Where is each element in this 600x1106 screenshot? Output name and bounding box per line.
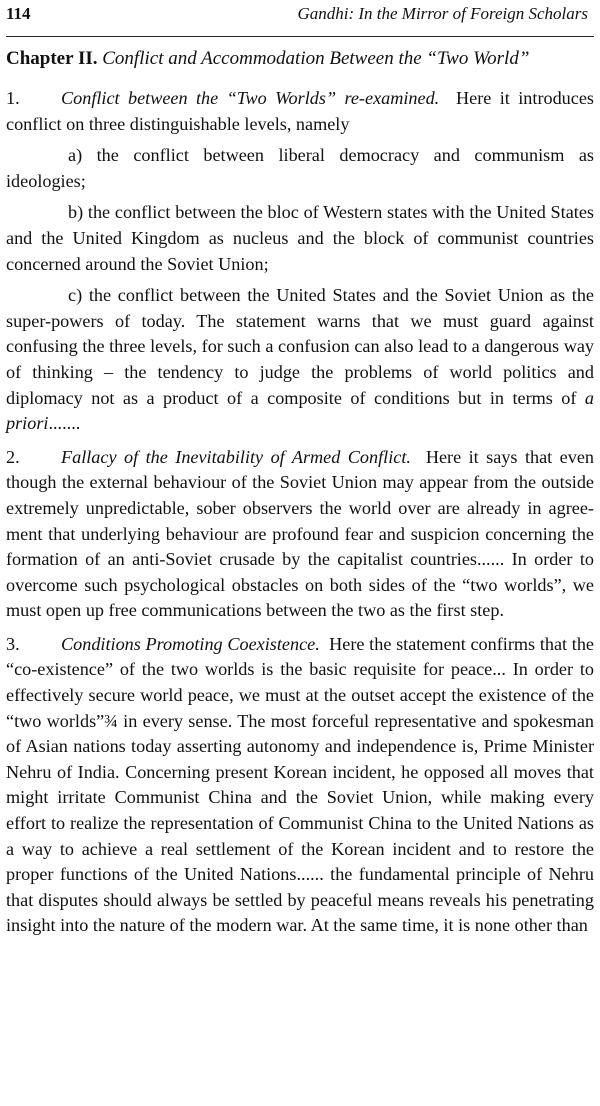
section-2-heading: Fallacy of the Inevitability of Armed Conflict. (61, 446, 411, 467)
section-3-body: Here the statement confirms that the “co-existence” of the two worlds is the basic requisite for peace... In order to effectively secure world peace, we must at the outset accept the existence of the “two worlds”¾ in every sense. The most forceful representative and spokesman of Asian nations today asserting autonomy and independence is, Prime Minister Nehru of India. Concerning present Korean incident, he opposed all moves that might irritate Communist China and the Soviet Union, while making every effort to realize the representation of Communist China to the United Nations as a way to achieve a real settlement of the Korean incident and to restore the proper functions of the United Nations...... the fundamental principle of Nehru that disputes should always be settled by peaceful means reveals his penetrating insight into the nature of the modern war. At the same time, it is none other than (6, 633, 594, 936)
section-3-number: 3. (6, 633, 20, 654)
section-1 (6, 86, 594, 437)
section-1-item-c-text: c) the conflict between the United States and the Soviet Union as the super-powers of today. The statement warns that we must guard against confusing the three levels, for such a confusion can also lead to a dangerous way of thinking – the tendency to judge the problems of world politics and diplomacy not as a product of a composite of conditions but in terms of (6, 285, 594, 408)
section-2-body: Here it says that even though the external behaviour of the Soviet Union may appear from the outside extremely unpredictable, sober observers the world over are already in agree-ment that underlying behaviour are profound fear and suspicion concerning the formation of an anti-Soviet crusade by the capitalist countries...... In order to overcome such psychological obstacles on both sides of the “two worlds”, we must open up free communications between the two as the first step. (6, 446, 595, 621)
section-1-lead (6, 86, 594, 137)
page-number: 114 (6, 4, 31, 23)
page-header (6, 0, 594, 37)
chapter-label: Chapter II. (6, 48, 98, 69)
section-2-paragraph (6, 445, 594, 624)
section-1-number: 1. (6, 88, 20, 108)
section-2 (6, 445, 594, 624)
chapter-title: Conflict and Accommodation Between the “Two World” (102, 48, 530, 69)
section-1-item-a: a) the conflict between liberal democracy and communism as ideologies; (6, 145, 594, 191)
section-1-item-c (6, 283, 594, 437)
section-3-paragraph (6, 632, 594, 939)
section-1-item-c-italic: a priori (6, 387, 594, 434)
section-1-heading: Conflict between the “Two Worlds” re-examined. (61, 88, 440, 108)
chapter-heading (6, 45, 594, 72)
section-1-lead-text: Here it introduces conflict on three distinguishable levels, namely (6, 88, 594, 134)
section-1-item-b: b) the conflict between the bloc of Western states with the United States and the United Kingdom as nucleus and the block of communist countries concerned around the Soviet Union; (6, 202, 594, 274)
section-3 (6, 632, 594, 939)
section-2-number: 2. (6, 446, 20, 467)
running-head: Gandhi: In the Mirror of Foreign Scholars (297, 4, 588, 23)
section-1-item-c-end: ....... (48, 413, 81, 434)
section-3-heading: Conditions Promoting Coexistence. (61, 633, 320, 654)
